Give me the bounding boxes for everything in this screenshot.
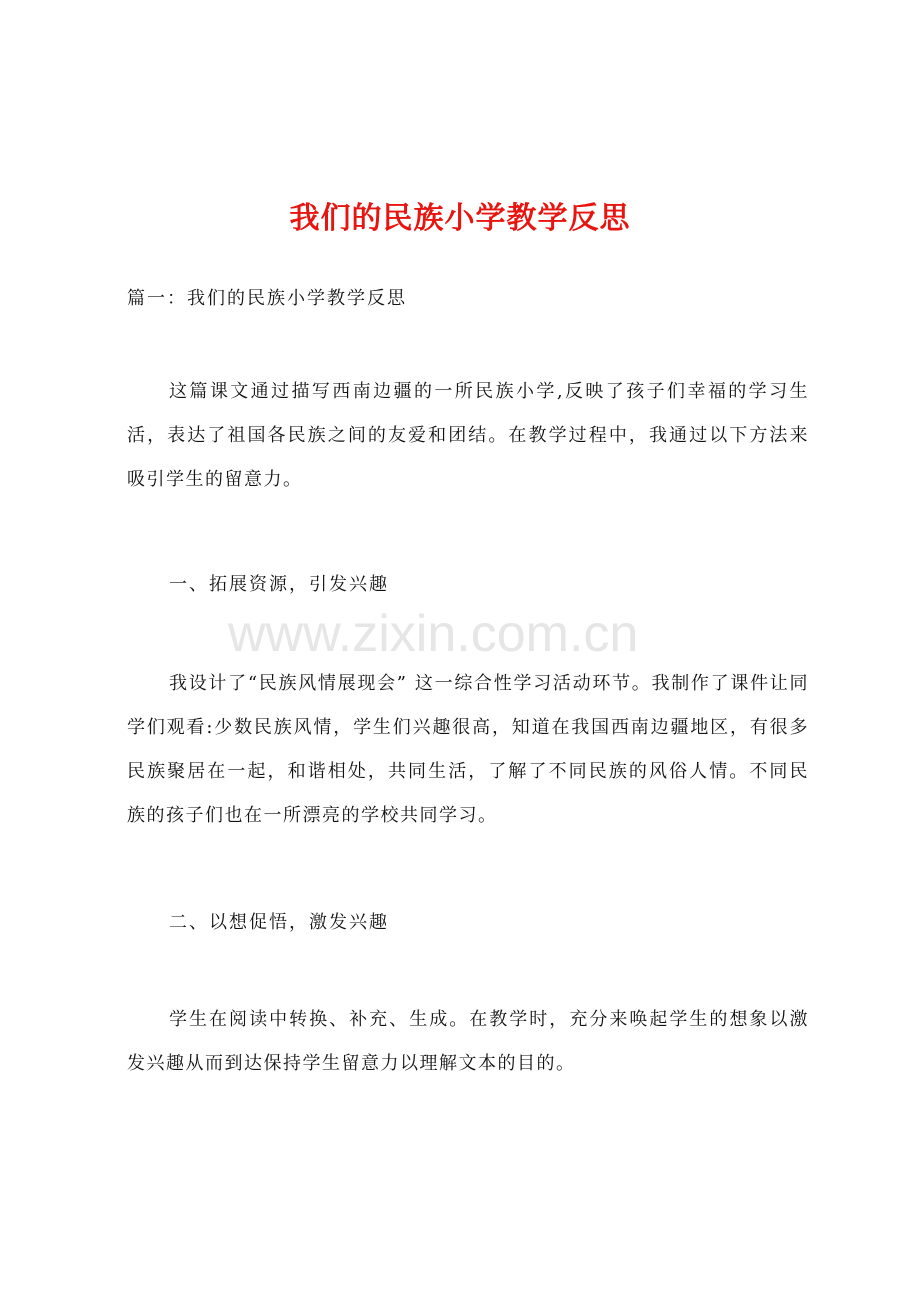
- section-subtitle: 篇一：我们的民族小学教学反思: [127, 288, 407, 309]
- body-paragraph-1: 我设计了“民族风情展现会” 这一综合性学习活动环节。我制作了课件让同学们观看:少数民族风情，学生们兴趣很高，知道在我国西南边疆地区，有很多民族聚居在一起，和谐相处，共同生活，了解了不同民族的风俗人情。不同民族的孩子们也在一所漂亮的学校共同学习。: [127, 673, 809, 826]
- intro-paragraph: 这篇课文通过描写西南边疆的一所民族小学,反映了孩子们幸福的学习生活，表达了祖国各民族之间的友爱和团结。在教学过程中，我通过以下方法来吸引学生的留意力。: [127, 381, 809, 490]
- section-heading-2: 二、以想促悟，激发兴趣: [169, 912, 389, 933]
- body-paragraph-2: 学生在阅读中转换、补充、生成。在教学时，充分来唤起学生的想象以激发兴趣从而到达保持学生留意力以理解文本的目的。: [127, 1009, 809, 1074]
- document-title: 我们的民族小学教学反思: [289, 201, 631, 236]
- watermark: www.zixin.com.cn: [228, 605, 639, 663]
- section-heading-1: 一、拓展资源，引发兴趣: [169, 574, 389, 595]
